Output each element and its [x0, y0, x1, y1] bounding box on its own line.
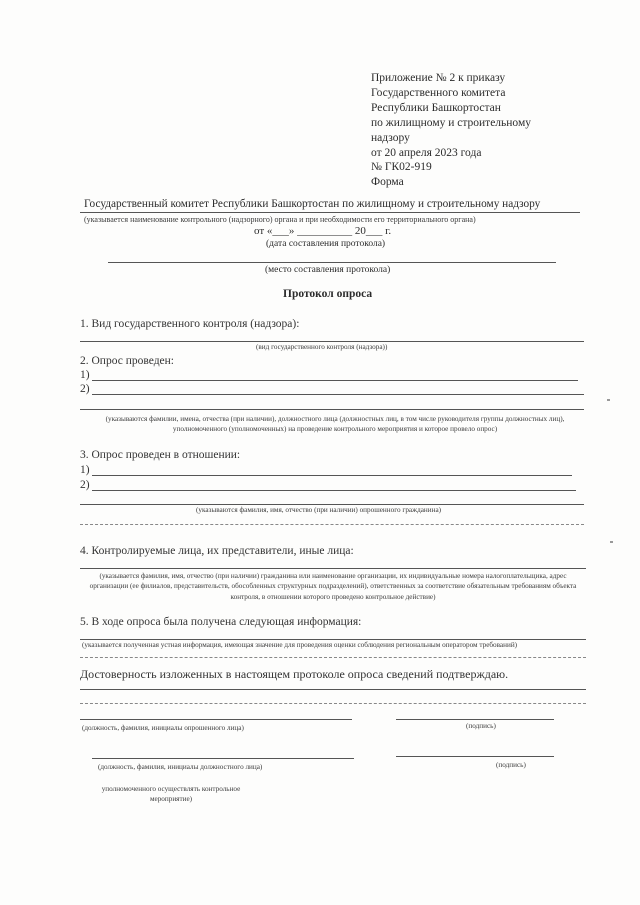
header-line: надзору — [371, 132, 410, 144]
confirmation-text: Достоверность изложенных в настоящем протоколе опроса сведений подтверждаю. — [80, 667, 509, 681]
section-3-line-2 — [92, 490, 576, 491]
form-label: Форма — [371, 176, 404, 188]
interviewee-line — [80, 719, 352, 720]
section-3-item-1: 1) — [80, 464, 90, 476]
section-1-caption: (вид государственного контроля (надзора)) — [256, 343, 388, 351]
header-line: Государственного комитета — [371, 87, 506, 99]
official-note: уполномоченного осуществлять контрольное мероприятие) — [101, 785, 241, 804]
section-2-line-3 — [80, 409, 584, 410]
section-2-line-2 — [92, 394, 584, 395]
section-3-line-1 — [92, 475, 572, 476]
date-caption: (дата составления протокола) — [266, 239, 386, 249]
official-signature-caption: (подпись) — [496, 761, 526, 769]
header-line: № ГК02-919 — [371, 161, 432, 173]
section-3-caption: (указываются фамилия, имя, отчество (при наличии) опрошенного гражданина) — [196, 506, 442, 514]
scan-mark — [607, 399, 610, 401]
interviewee-signature-line — [396, 719, 554, 720]
confirmation-divider — [80, 703, 586, 704]
section-1-label: 1. Вид государственного контроля (надзора): — [80, 318, 300, 330]
scan-mark — [610, 541, 613, 543]
section-2-item-2: 2) — [80, 383, 90, 395]
official-caption: (должность, фамилия, инициалы должностного лица) — [98, 763, 263, 771]
header-line: Приложение № 2 к приказу — [371, 72, 506, 84]
interviewee-signature-caption: (подпись) — [466, 722, 496, 730]
authority-name: Государственный комитет Республики Башкортостан по жилищному и строительному надзору — [84, 198, 541, 210]
header-line: по жилищному и строительному — [371, 117, 531, 129]
section-2-caption: (указываются фамилии, имена, отчества (при наличии), должностного лица (должностных лиц, в том числе руководителя группы должностных лиц), уполномоченного (уполномоченных) на проведение контрольного мероприятия и которое провело опрос) — [105, 415, 565, 434]
section-5-line — [80, 639, 586, 640]
section-5-label: 5. В ходе опроса была получена следующая информация: — [80, 616, 362, 628]
page-title: Протокол опроса — [283, 288, 373, 300]
authority-line — [80, 212, 580, 213]
section-3-divider — [80, 524, 584, 525]
interviewee-caption: (должность, фамилия, инициалы опрошенного лица) — [82, 724, 244, 732]
protocol-date: от «___» __________ 20___ г. — [254, 225, 392, 237]
place-line — [108, 262, 556, 263]
section-4-label: 4. Контролируемые лица, их представители, иные лица: — [80, 545, 354, 557]
header-line: от 20 апреля 2023 года — [371, 147, 482, 159]
place-caption: (место составления протокола) — [265, 265, 391, 275]
section-5-caption: (указывается полученная устная информация, имеющая значение для проведения оценки соблюдения региональным оператором требований) — [82, 641, 518, 649]
section-4-line — [80, 568, 586, 569]
official-line — [92, 758, 354, 759]
official-signature-line — [396, 756, 554, 757]
section-5-divider — [80, 657, 586, 658]
section-2-item-1: 1) — [80, 369, 90, 381]
authority-caption: (указывается наименование контрольного (надзорного) органа и при необходимости его территориального органа) — [84, 215, 476, 224]
section-4-caption: (указывается фамилия, имя, отчество (при наличии) гражданина или наименование организации, их индивидуальные номера налогоплательщика, адрес организации (ее филиалов, представительств, обособленных структурных подразделений), ответственных за соответствие обязательным требованиям объекта контроля, в отношении которого проведено контрольное действие) — [89, 572, 577, 601]
section-2-label: 2. Опрос проведен: — [80, 355, 174, 367]
section-3-label: 3. Опрос проведен в отношении: — [80, 449, 241, 461]
confirmation-line — [80, 689, 586, 690]
section-1-line — [80, 341, 584, 342]
section-3-line-3 — [80, 504, 584, 505]
header-line: Республики Башкортостан — [371, 102, 501, 114]
section-3-item-2: 2) — [80, 479, 90, 491]
section-2-line-1 — [92, 380, 578, 381]
